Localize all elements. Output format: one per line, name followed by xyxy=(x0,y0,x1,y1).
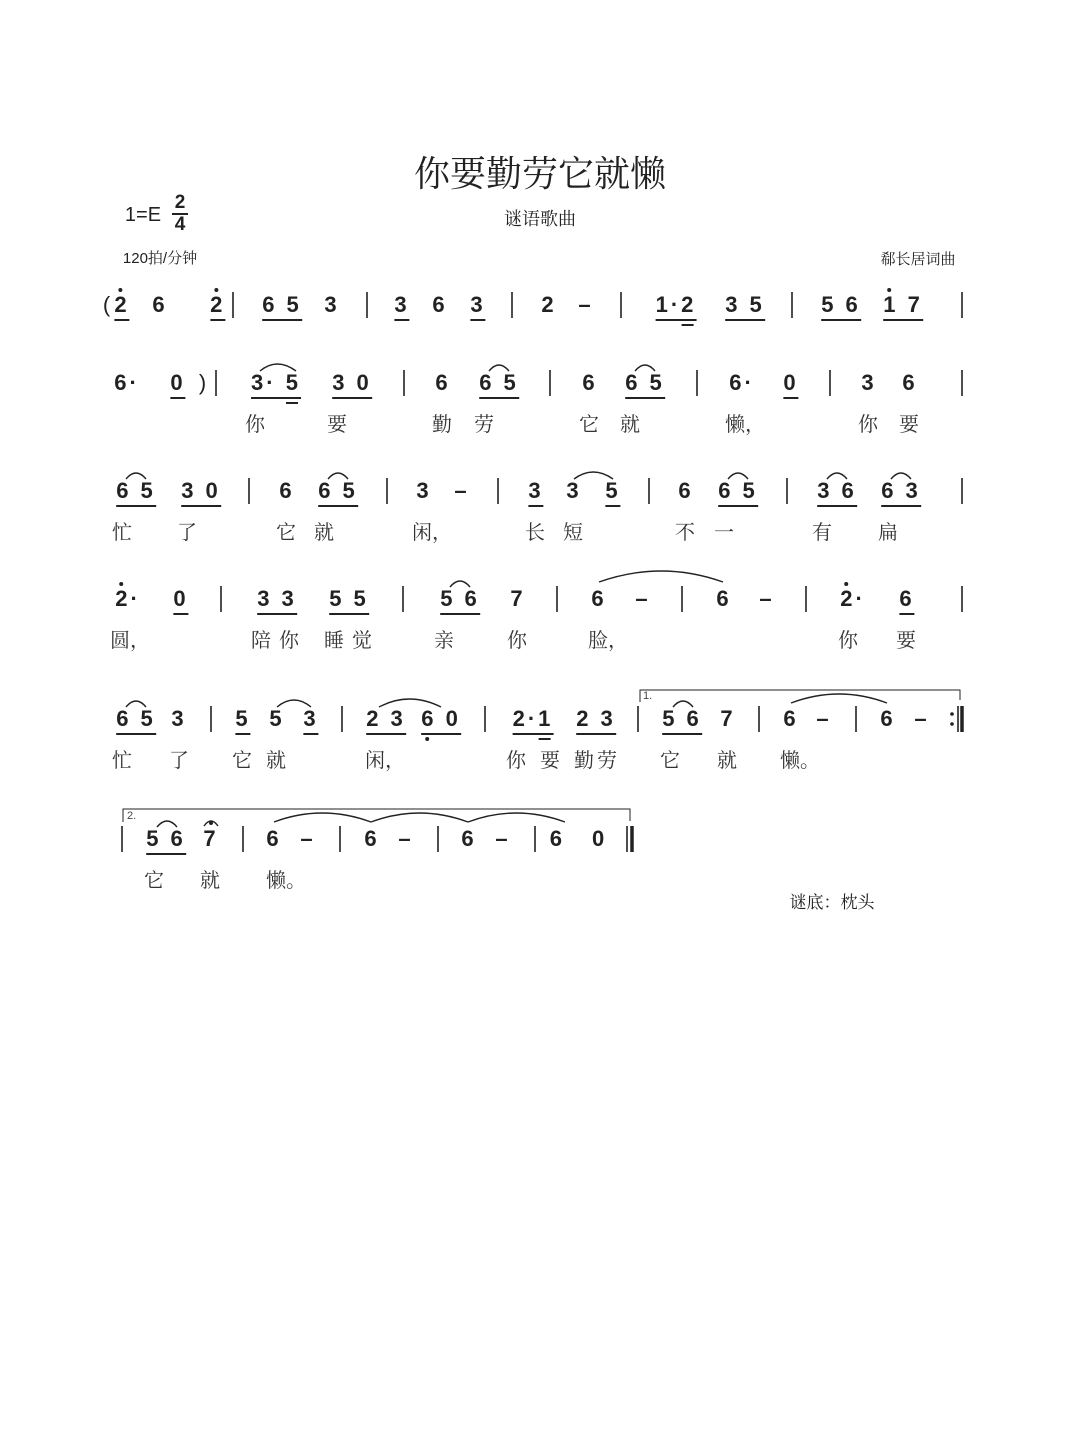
note: 3· xyxy=(251,370,277,395)
note: 2 3 xyxy=(576,706,616,735)
note: 5 5 xyxy=(329,586,369,615)
note: 6 xyxy=(152,292,168,317)
dash: – xyxy=(300,826,316,851)
lyric: 它 xyxy=(232,750,252,772)
lyric: 它 xyxy=(276,522,296,544)
note: 2· xyxy=(512,706,539,731)
note: 6 xyxy=(279,478,295,503)
lyric: 闲， xyxy=(412,522,452,544)
note: 6 xyxy=(421,706,437,731)
note: 5 6 xyxy=(146,826,186,855)
lyric: 长 xyxy=(525,522,545,544)
note: 5 xyxy=(235,706,250,735)
note: 6· xyxy=(729,370,755,395)
lyric: 就 xyxy=(266,750,286,772)
dash: – xyxy=(914,706,930,731)
note: 0 xyxy=(445,706,461,731)
note: 6 xyxy=(783,706,799,731)
lyric: 就 xyxy=(200,870,220,892)
note: 6· xyxy=(114,370,140,395)
note: 6 xyxy=(899,586,914,615)
lyric: 它 xyxy=(660,750,680,772)
lyric: 要 xyxy=(327,414,347,436)
note: 2 xyxy=(114,292,129,321)
lyric: 懒。 xyxy=(780,750,820,772)
note: 6 xyxy=(880,706,896,731)
lyric: 忙 xyxy=(112,522,132,544)
lyric: 扁 xyxy=(878,522,898,544)
note: 6 3 xyxy=(881,478,921,507)
note: ( xyxy=(102,292,114,317)
dash: – xyxy=(578,292,594,317)
note: 3 xyxy=(528,478,543,507)
lyric: 一 xyxy=(714,522,734,544)
time-bottom: 4 xyxy=(174,214,186,235)
note: 6 xyxy=(461,826,477,851)
note: 6 xyxy=(364,826,380,851)
note: 1 xyxy=(538,706,554,731)
lyric: 你 xyxy=(838,630,858,652)
volta-brackets xyxy=(123,690,960,822)
note: 3 xyxy=(324,292,340,317)
note: 6 xyxy=(902,370,918,395)
lyric: 有 xyxy=(812,522,832,544)
lyric: 亲 xyxy=(434,630,454,652)
note: 0 xyxy=(783,370,798,399)
note: 2 xyxy=(681,292,697,317)
volta-1-label: 1. xyxy=(643,690,653,702)
lyric: 劳 xyxy=(597,750,617,772)
note: 6 5 xyxy=(625,370,665,399)
note: 3 xyxy=(394,292,409,321)
note: 6 xyxy=(266,826,282,851)
lyric: 它 xyxy=(579,414,599,436)
dash: – xyxy=(635,586,651,611)
lyric: 就 xyxy=(717,750,737,772)
volta-2-label: 2. xyxy=(127,810,137,822)
dash: – xyxy=(454,478,470,503)
lyric: 你 xyxy=(245,414,265,436)
note: 1· xyxy=(655,292,682,317)
note: 2· xyxy=(115,586,141,611)
lyric: 要 xyxy=(896,630,916,652)
song-title: 你要勤劳它就懒 xyxy=(413,153,667,194)
note: 3 xyxy=(171,706,187,731)
note: 3 6 xyxy=(817,478,857,507)
lyric: 劳 xyxy=(474,414,494,436)
note: 3 5 xyxy=(725,292,765,321)
note: 6 xyxy=(435,370,451,395)
bar-lines xyxy=(122,292,962,852)
note: 7 xyxy=(907,292,923,317)
note: 5 xyxy=(269,706,285,731)
note: 6 0 xyxy=(549,826,617,851)
lyric: 你 xyxy=(858,414,878,436)
lyric: 要 xyxy=(899,414,919,436)
lyric: 了 xyxy=(169,750,189,772)
repeat-dots xyxy=(950,712,954,726)
lyric: 就 xyxy=(314,522,334,544)
note: 3 xyxy=(416,478,432,503)
lyric: 懒， xyxy=(725,414,765,436)
note: ) xyxy=(198,370,210,395)
note: 6 5 xyxy=(116,706,156,735)
lyric: 不 xyxy=(675,522,695,544)
note: 1 xyxy=(883,292,899,317)
note: 6 5 xyxy=(318,478,358,507)
lyric: 脸， xyxy=(588,630,628,652)
note: 2 xyxy=(541,292,557,317)
note: 3 xyxy=(861,370,877,395)
note: 7 xyxy=(203,826,219,851)
lyric: 了 xyxy=(177,522,197,544)
note: 0 xyxy=(173,586,188,615)
note: 0 xyxy=(170,370,185,399)
note: 5 6 xyxy=(821,292,861,321)
key-signature: 1=E xyxy=(124,204,162,226)
note: 2· xyxy=(840,586,866,611)
dash: – xyxy=(816,706,832,731)
note: 3 xyxy=(470,292,485,321)
lyric: 忙 xyxy=(112,750,132,772)
lyric: 勤 xyxy=(432,414,452,436)
note: 6 xyxy=(591,586,607,611)
lyric: 闲， xyxy=(365,750,405,772)
lyric: 你 xyxy=(506,750,526,772)
subtitle: 谜语歌曲 xyxy=(504,209,576,229)
dash: – xyxy=(495,826,511,851)
note: 5 xyxy=(285,370,301,395)
lyric: 短 xyxy=(563,522,583,544)
note: 2 xyxy=(210,292,225,321)
riddle-answer: 谜底：枕头 xyxy=(789,893,875,912)
note: 6 5 xyxy=(262,292,302,321)
note: 3 3 xyxy=(257,586,297,615)
lyric: 睡 xyxy=(324,630,344,652)
lyric: 它 xyxy=(144,870,164,892)
dash: – xyxy=(759,586,775,611)
note: 6 xyxy=(582,370,598,395)
note: 3 0 xyxy=(332,370,372,399)
note: 7 xyxy=(720,706,736,731)
time-top: 2 xyxy=(172,193,188,215)
note: 6 5 xyxy=(479,370,519,399)
lyric: 就 xyxy=(620,414,640,436)
note: 6 xyxy=(432,292,448,317)
note: 7 xyxy=(510,586,526,611)
lyric: 觉 xyxy=(352,630,372,652)
tempo: 120拍/分钟 xyxy=(122,250,198,267)
lyric: 勤 xyxy=(574,750,594,772)
credits: 郗长居词曲 xyxy=(880,251,956,268)
dash: – xyxy=(398,826,414,851)
lyric: 你 xyxy=(279,630,299,652)
note: 6 5 xyxy=(116,478,156,507)
note: 2 3 xyxy=(366,706,406,735)
fermata-icon xyxy=(204,821,218,826)
note: 3 xyxy=(303,706,318,735)
slurs xyxy=(126,364,911,827)
note: 6 5 xyxy=(718,478,758,507)
note: 5 6 xyxy=(662,706,702,735)
note: 3 xyxy=(566,478,582,503)
note: 3 0 xyxy=(181,478,221,507)
lyric: 懒。 xyxy=(266,870,306,892)
note: 5 xyxy=(605,478,620,507)
note: 6 xyxy=(716,586,732,611)
lyric: 陪 xyxy=(251,630,271,652)
note: 6 xyxy=(678,478,694,503)
lyric: 要 xyxy=(540,750,560,772)
lyric: 圆， xyxy=(110,630,150,652)
lyric: 你 xyxy=(507,630,527,652)
note: 5 6 xyxy=(440,586,480,615)
